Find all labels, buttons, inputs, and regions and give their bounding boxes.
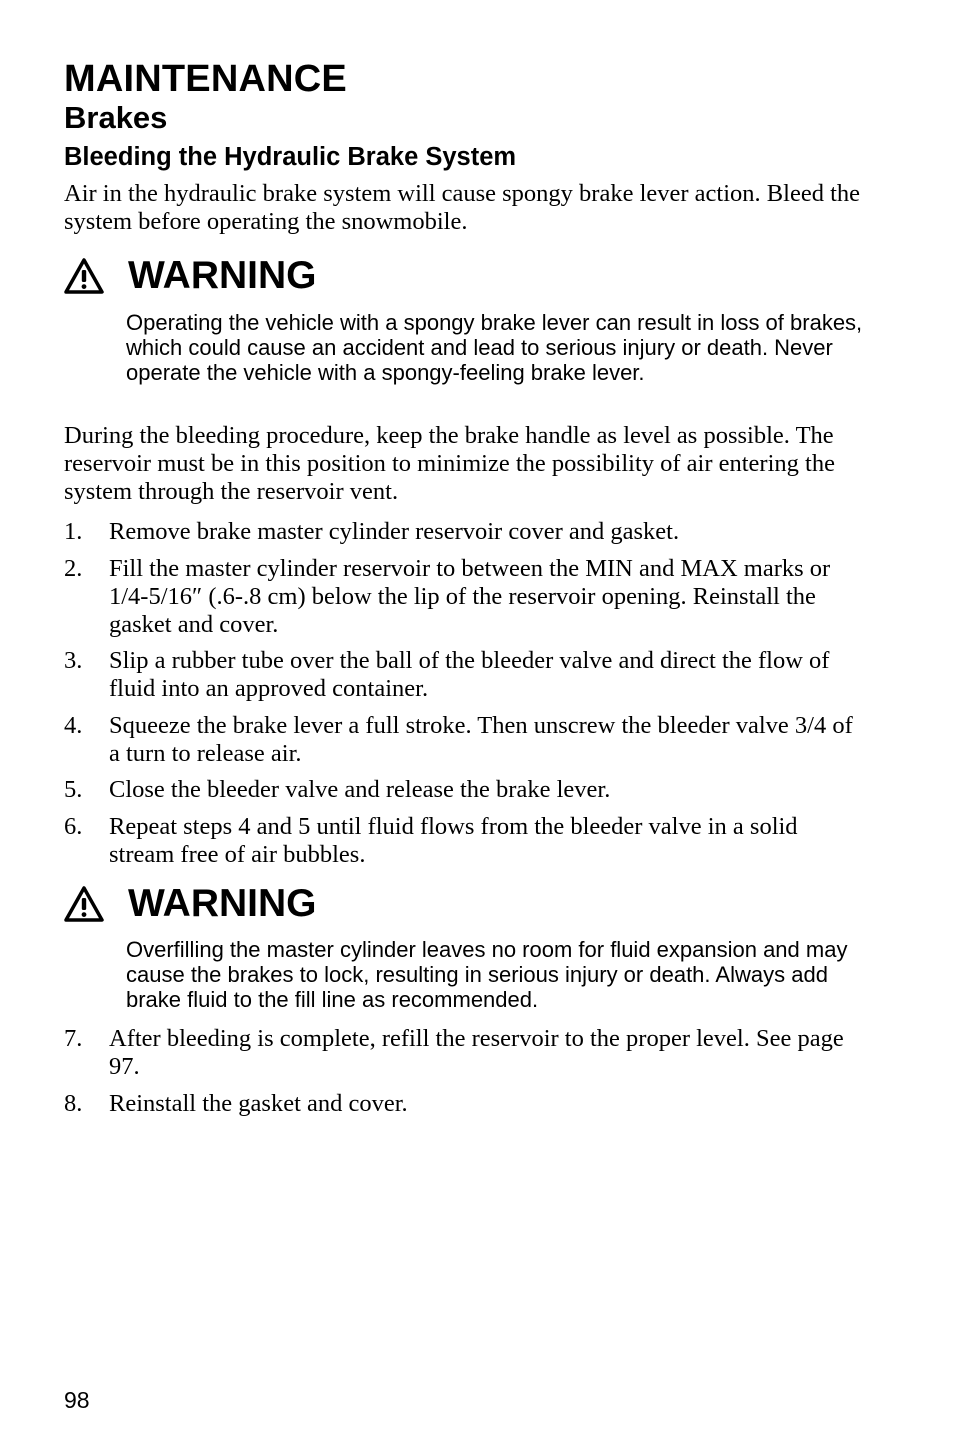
warning-title: WARNING: [128, 254, 317, 297]
step-text: Remove brake master cylinder reservoir cover and gasket.: [109, 518, 680, 545]
warning-triangle-icon: [64, 886, 104, 922]
step-number: 3.: [64, 647, 83, 674]
warning-heading: [64, 879, 317, 929]
list-item: [64, 647, 864, 703]
list-item: [64, 813, 864, 869]
step-number: 8.: [64, 1089, 83, 1117]
procedure-paragraph: During the bleeding procedure, keep the brake handle as level as possible. The reservoir must be in this position to minimize the possibility of air entering the system through the reservoir vent.: [64, 422, 835, 505]
subsection-title: Bleeding the Hydraulic Brake System: [64, 143, 517, 171]
list-item: [64, 776, 864, 804]
step-text: Slip a rubber tube over the ball of the bleeder valve and direct the flow of fluid into an approved container.: [109, 647, 830, 702]
steps-list: [64, 518, 864, 877]
steps-list: [64, 1025, 864, 1126]
step-number: 2.: [64, 554, 83, 582]
list-item: [64, 712, 864, 768]
page-number: 98: [64, 1387, 90, 1413]
step-number: 1.: [64, 518, 83, 545]
step-text: Reinstall the gasket and cover.: [109, 1089, 408, 1117]
step-text: Fill the master cylinder reservoir to between the MIN and MAX marks or 1/4-5/16″ (.6-.8 cm) below the lip of the reservoir opening. Reinstall the gasket and cover.: [109, 554, 831, 638]
warning-triangle-icon: [64, 258, 104, 294]
list-item: [64, 1090, 864, 1118]
warning-title: WARNING: [128, 882, 317, 925]
list-item: [64, 518, 864, 546]
page-title: MAINTENANCE: [64, 58, 347, 100]
warning-text: Overfilling the master cylinder leaves no room for fluid expansion and may cause the brakes to lock, resulting in serious injury or death. Always add brake fluid to the fill line as recommended.: [126, 937, 848, 1012]
step-number: 6.: [64, 812, 83, 840]
list-item: [64, 555, 864, 639]
step-text: After bleeding is complete, refill the reservoir to the proper level. See page 97.: [109, 1025, 844, 1080]
step-number: 4.: [64, 711, 83, 739]
warning-text: Operating the vehicle with a spongy brake lever can result in loss of brakes, which could cause an accident and lead to serious injury or death. Never operate the vehicle with a spongy-feeling brake lever.: [126, 310, 863, 385]
intro-paragraph: Air in the hydraulic brake system will cause spongy brake lever action. Bleed the system before operating the snowmobile.: [64, 180, 860, 235]
section-title: Brakes: [64, 100, 168, 135]
step-text: Close the bleeder valve and release the brake lever.: [109, 776, 611, 803]
step-text: Repeat steps 4 and 5 until fluid flows from the bleeder valve in a solid stream free of air bubbles.: [109, 812, 798, 868]
step-text: Squeeze the brake lever a full stroke. Then unscrew the bleeder valve 3/4 of a turn to release air.: [109, 711, 853, 767]
warning-heading: [64, 251, 317, 301]
list-item: [64, 1025, 864, 1081]
step-number: 7.: [64, 1025, 83, 1052]
step-number: 5.: [64, 776, 83, 803]
